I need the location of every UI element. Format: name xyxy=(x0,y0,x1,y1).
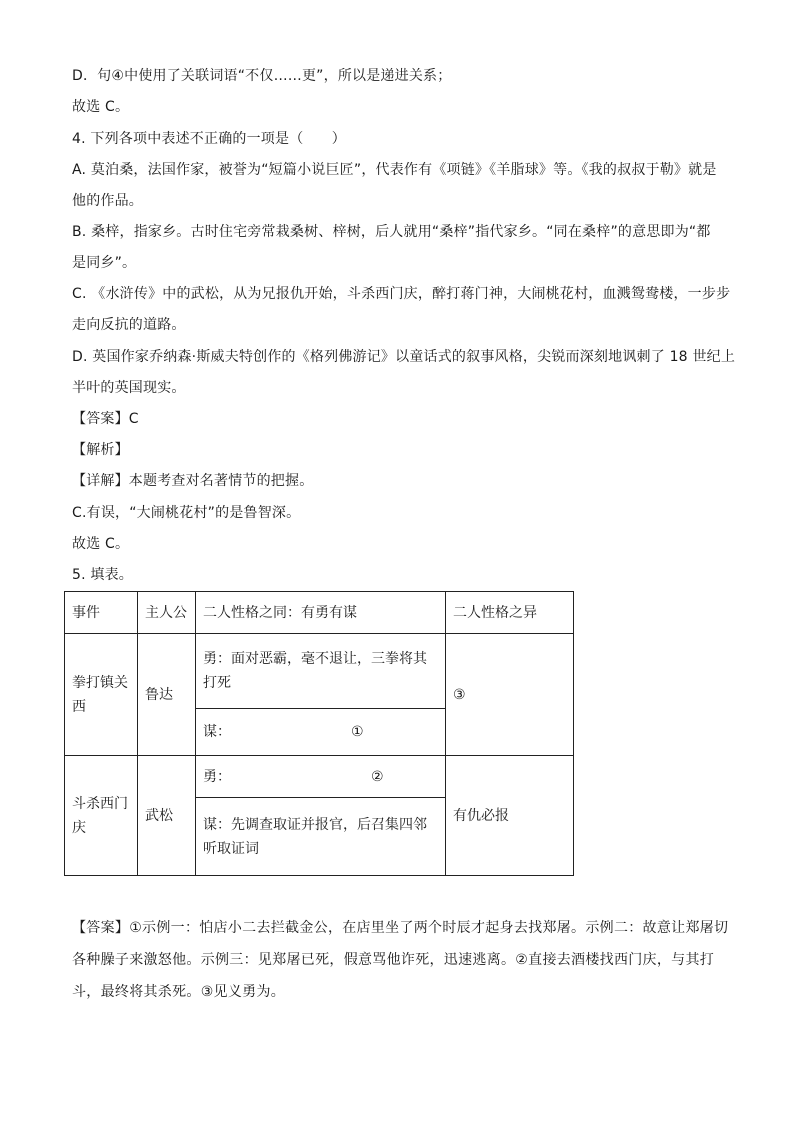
detail-c-line: C.有误，“大闹桃花村”的是鲁智深。 xyxy=(72,505,301,521)
blank-2-marker: ② xyxy=(371,768,384,785)
question-5-stem: 5. 填表。 xyxy=(72,567,134,583)
row2-brave xyxy=(196,756,446,798)
row1-wise xyxy=(196,709,446,756)
row2-diff: 有仇必报 xyxy=(446,756,574,876)
row1-diff: ③ xyxy=(446,634,574,756)
row1-wise-label: 谋： xyxy=(203,724,231,740)
table-header-row xyxy=(65,592,574,634)
analysis-label: 【解析】 xyxy=(72,442,129,458)
option-b-line-1: B. 桑梓，指家乡。古时住宅旁常栽桑树、梓树，后人就用“桑梓”指代家乡。“同在桑梓”的意思即为“都 xyxy=(72,224,711,240)
header-event: 事件 xyxy=(65,592,138,634)
table-row xyxy=(65,756,574,798)
row1-hero: 鲁达 xyxy=(138,634,196,756)
fill-table xyxy=(64,591,574,876)
option-b-line-2: 是同乡”。 xyxy=(72,255,137,271)
header-diff: 二人性格之异 xyxy=(446,592,574,634)
blank-1-marker: ① xyxy=(351,724,364,740)
option-c-line-2: 走向反抗的道路。 xyxy=(72,317,186,333)
header-same: 二人性格之同：有勇有谋 xyxy=(196,592,446,634)
option-c-line-1: C. 《水浒传》中的武松，从为兄报仇开始，斗杀西门庆，醉打蒋门神，大闹桃花村，血溅鸳鸯楼，一步步 xyxy=(72,286,731,302)
detail-line: 【详解】本题考查对名著情节的把握。 xyxy=(72,473,314,489)
question-4-stem: 4. 下列各项中表述不正确的一项是（ ） xyxy=(72,131,347,147)
row1-brave: 勇：面对恶霸，毫不退让，三拳将其打死 xyxy=(196,634,446,709)
choose-c-line: 故选 C。 xyxy=(72,99,130,115)
option-d-line-1: D. 英国作家乔纳森·斯威夫特创作的《格列佛游记》以童话式的叙事风格，尖锐而深刻地讽刺了 18 世纪上 xyxy=(72,349,736,365)
question-5-answer: 【答案】①示例一：怕店小二去拦截金公，在店里坐了两个时辰才起身去找郑屠。示例二：故意让郑屠切各种臊子来激怒他。示例三：见郑屠已死，假意骂他诈死，迅速逃离。②直接去酒楼找西门庆，与其打斗，最终将其杀死。③见义勇为。 xyxy=(72,920,729,1000)
option-a-line-2: 他的作品。 xyxy=(72,193,143,209)
row2-brave-label: 勇： xyxy=(203,768,231,785)
table-row xyxy=(65,634,574,709)
row2-event: 斗杀西门庆 xyxy=(65,756,138,876)
answer-label: 【答案】C xyxy=(72,411,139,427)
row2-wise: 谋：先调查取证并报官，后召集四邻听取证词 xyxy=(196,798,446,876)
option-a-line-1: A. 莫泊桑，法国作家，被誉为“短篇小说巨匠”，代表作有《项链》《羊脂球》等。《我的叔叔于勒》就是 xyxy=(72,162,717,178)
option-d-line: D．句④中使用了关联词语“不仅……更”，所以是递进关系； xyxy=(72,68,452,84)
choose-c-line-2: 故选 C。 xyxy=(72,536,130,552)
row1-event: 拳打镇关西 xyxy=(65,634,138,756)
row2-hero: 武松 xyxy=(138,756,196,876)
option-d-line-2: 半叶的英国现实。 xyxy=(72,380,186,396)
header-hero: 主人公 xyxy=(138,592,196,634)
